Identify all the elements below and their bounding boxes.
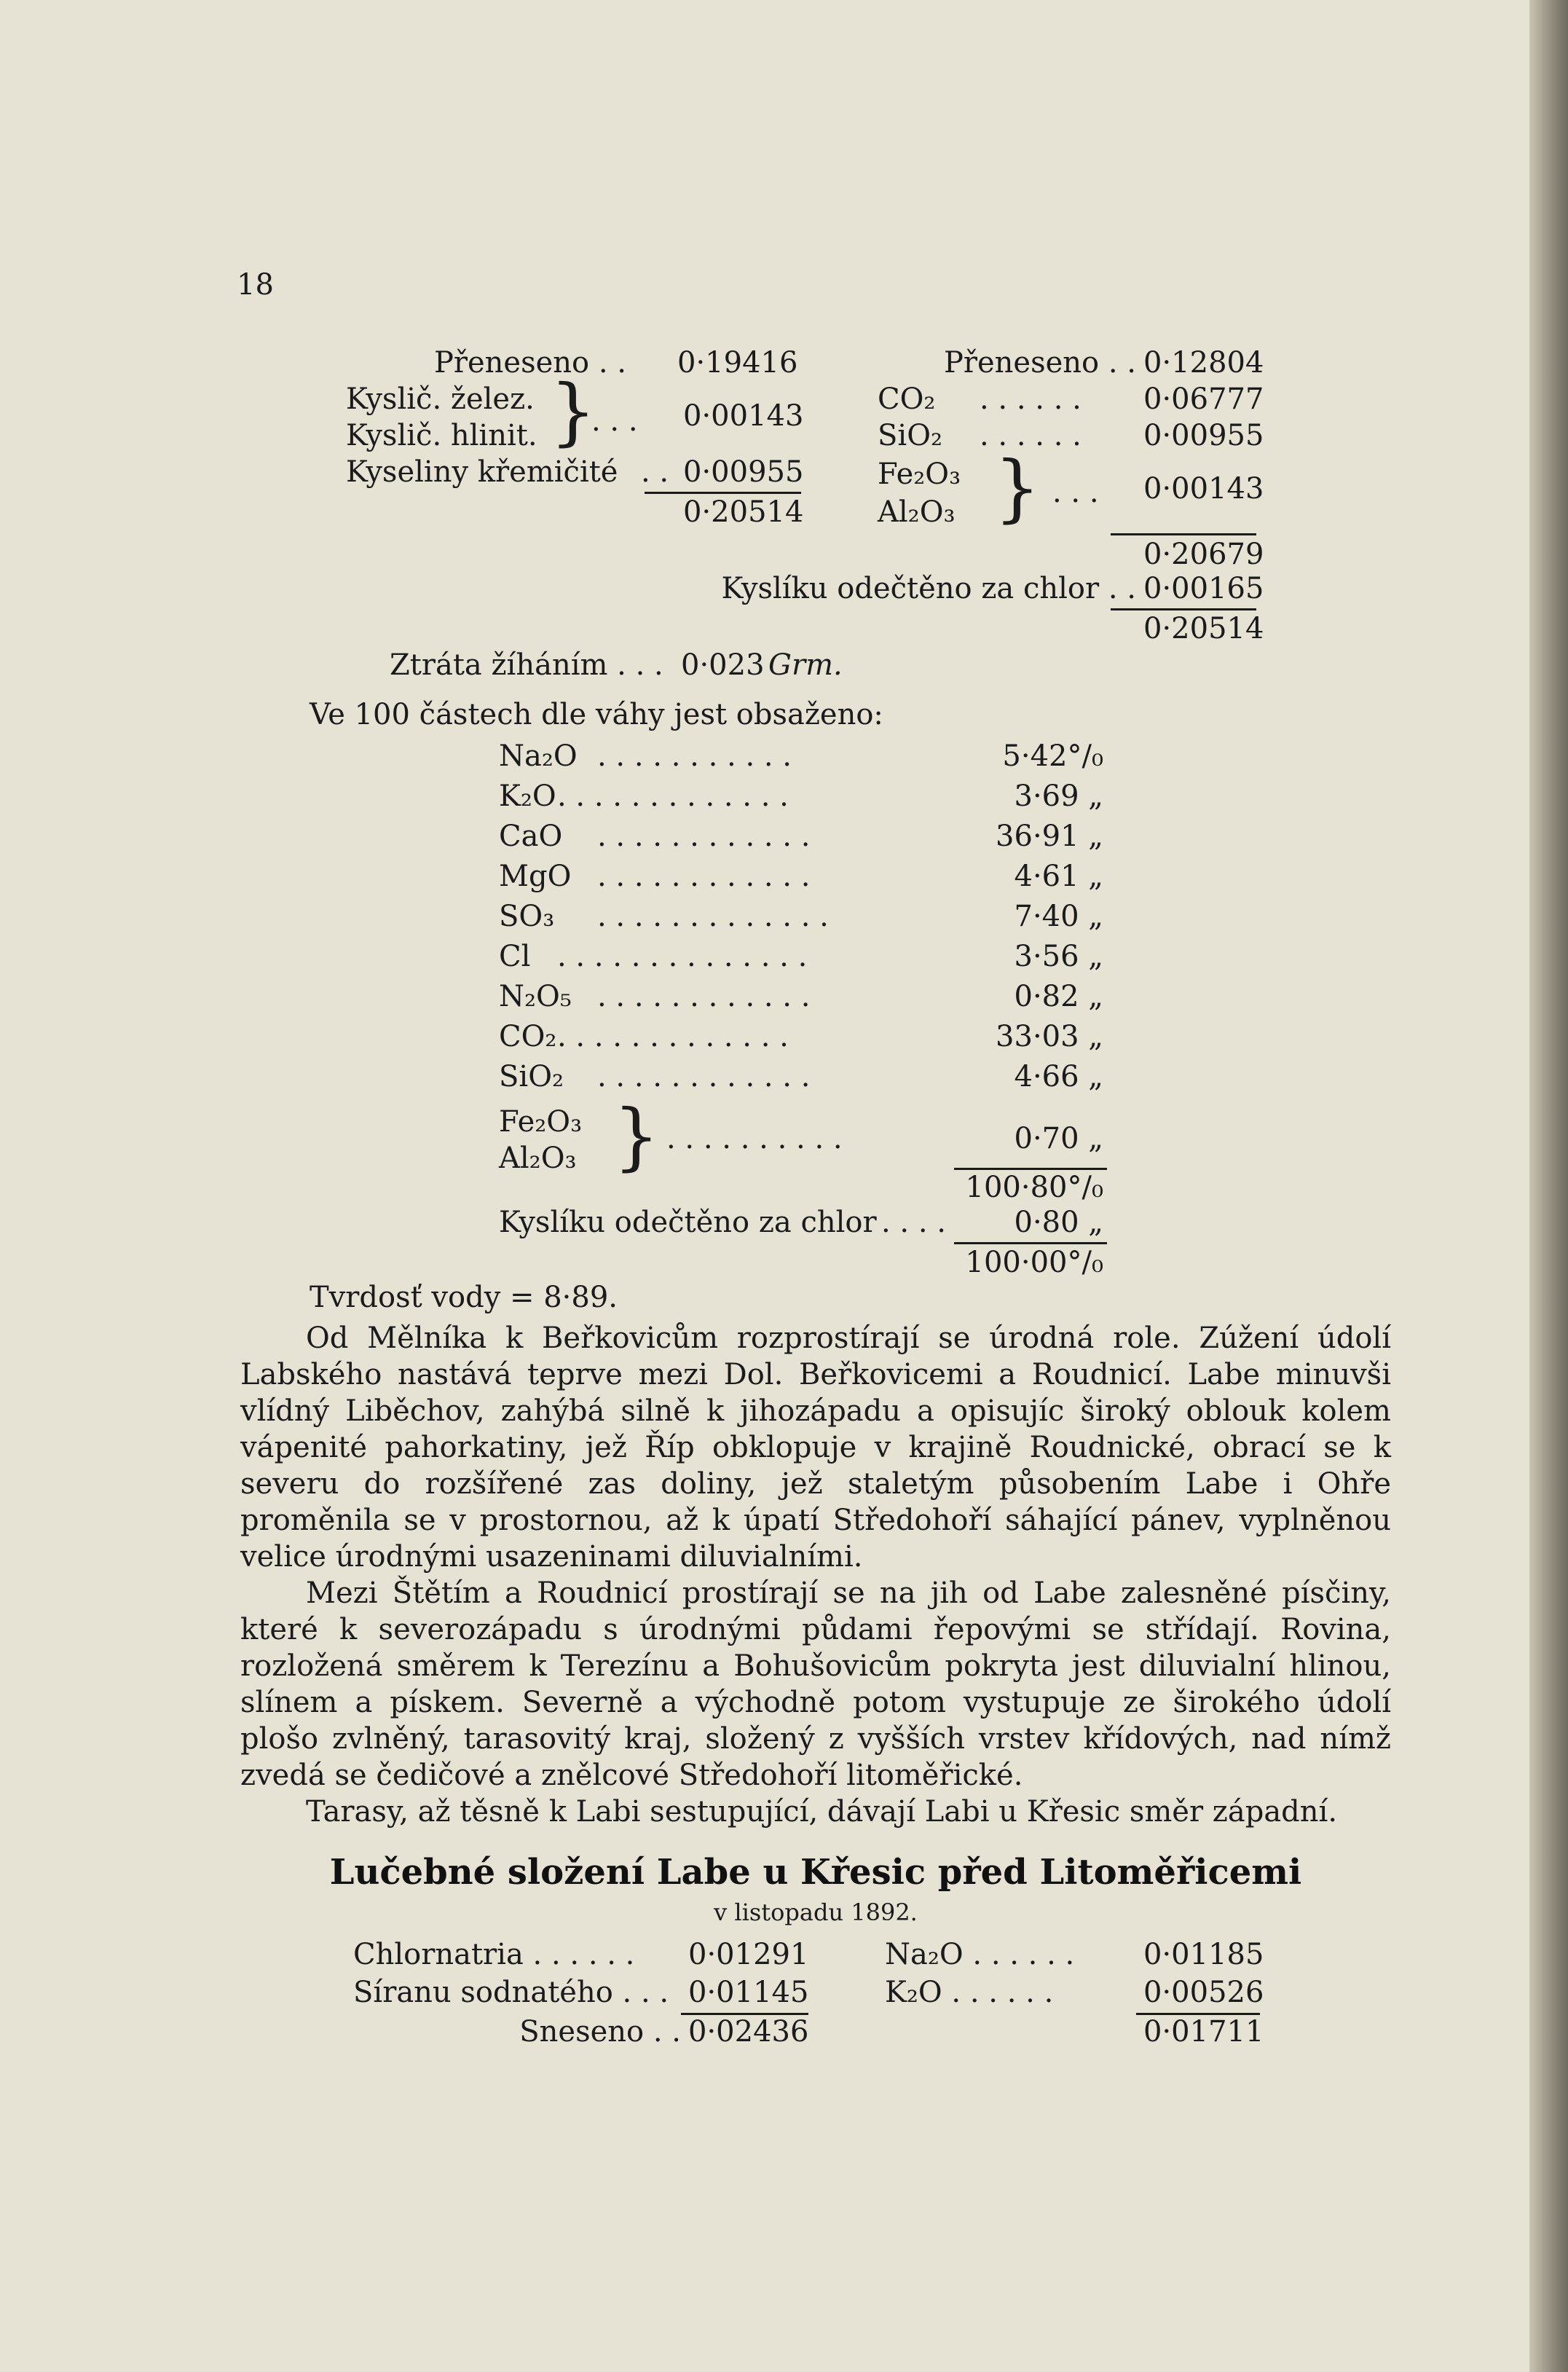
percent-value: 3·56 „ — [1014, 940, 1103, 973]
ledger-right-total: 0·20514 — [1143, 612, 1264, 645]
leader-dots: . . . . . . . . . . . . . — [557, 1020, 789, 1053]
compound-name: CaO — [499, 820, 563, 853]
sulfate-label: Síranu sodnatého . . . — [353, 1976, 669, 2009]
leader-dots: . . . . . . . . . . . . — [597, 860, 811, 893]
leader-dots: . . . . . . . . . . . — [597, 739, 792, 773]
chlor-label: Kyslíku odečtěno za chlor — [499, 1206, 877, 1239]
sum-rule — [954, 1168, 1107, 1170]
leader-dots: . . . . . . . . . . . . . — [597, 900, 829, 933]
k2o-value: 0·00526 — [1143, 1976, 1264, 2009]
compound-name: MgO — [499, 860, 572, 893]
feal-dots: . . . . . . . . . . — [666, 1122, 843, 1155]
leader-dots: . . . . . . . . . . . . . . — [557, 940, 808, 973]
fe-label: Fe₂O₃ — [499, 1105, 583, 1139]
sneseno-label: Sneseno . . — [519, 2015, 681, 2049]
brace-icon: } — [613, 1093, 660, 1179]
sum-rule — [1111, 608, 1256, 610]
percent-value: 4·61 „ — [1014, 860, 1103, 893]
iron-alum-value: 0·00143 — [683, 399, 804, 433]
ledger-left-total: 0·20514 — [683, 495, 804, 529]
sum-rule — [1111, 533, 1256, 535]
paragraph-2: Mezi Štětím a Roudnicí prostírají se na jih od Labe zalesněné písčiny, které k severozápadu s úrodnými půdami řepovými se střídají. Rovina, rozložená směrem k Terezínu a Bohušovicům pokryta jest diluvialní hlinou, slínem a pískem. Severně a východně potom vystupuje ze širokého údolí plošo zvlněný, tarasovitý kraj, složený z vyšších vrstev křídových, nad nímž zvedá se čedičové a znělcové Středohoří litoměřické. — [240, 1576, 1391, 1792]
sneseno-value: 0·02436 — [688, 2015, 809, 2049]
hardness: Tvrdosť vody = 8·89. — [310, 1281, 618, 1314]
compound-name: SiO₂ — [499, 1060, 564, 1093]
al-label: Al₂O₃ — [878, 495, 956, 529]
section-subtitle: v listopadu 1892. — [714, 1898, 918, 1926]
chlor-dots: . . . . — [881, 1206, 947, 1239]
leader-dots: . . . . . . . . . . . . — [597, 980, 811, 1013]
compound-name: N₂O₅ — [499, 980, 572, 1013]
fe-label: Fe₂O₃ — [878, 457, 961, 491]
iron-label: Kyslič. želez. — [346, 382, 535, 416]
percent-value: 4·66 „ — [1014, 1060, 1103, 1093]
chlornatria-label: Chlornatria . . . . . . — [353, 1938, 635, 1971]
carried-value: 0·12804 — [1143, 346, 1264, 380]
percent-value: 33·03 „ — [996, 1020, 1103, 1053]
compound-name: Cl — [499, 940, 531, 973]
sio2-dots: . . . . . . — [980, 419, 1082, 452]
ignition-loss-unit: Grm. — [768, 648, 843, 682]
leader-dots: . . . . . . . . . . . . . — [557, 779, 789, 813]
leader-dots: . . . . . . . . . . . . — [597, 1060, 811, 1093]
subtotal: 0·20679 — [1143, 538, 1264, 571]
feal-value: 0·70 „ — [1014, 1122, 1103, 1155]
chlor-value: 0·00165 — [1143, 572, 1264, 605]
compound-name: SO₃ — [499, 900, 555, 933]
section-title: Lučebné složení Labe u Křesic před Litoměřicemi — [329, 1852, 1302, 1893]
silicic-dots: . . — [641, 455, 669, 489]
k2o-label: K₂O . . . . . . — [885, 1976, 1054, 2009]
brace-icon: } — [994, 445, 1041, 530]
percent-value: 5·42°/₀ — [1002, 739, 1103, 773]
percent-heading: Ve 100 částech dle váhy jest obsaženo: — [310, 698, 883, 731]
feal-value: 0·00143 — [1143, 472, 1264, 506]
chlor-label: Kyslíku odečtěno za chlor . . — [721, 572, 1136, 605]
page-number: 18 — [237, 268, 274, 302]
compound-name: K₂O — [499, 779, 556, 813]
iron-alum-dots: . . . — [591, 404, 638, 438]
al-label: Al₂O₃ — [499, 1142, 577, 1175]
feal-dots: . . . — [1052, 476, 1099, 509]
sio2-label: SiO₂ — [878, 419, 943, 452]
percent-value: 36·91 „ — [996, 820, 1103, 853]
chlor-value: 0·80 „ — [1014, 1206, 1103, 1239]
co2-value: 0·06777 — [1143, 382, 1264, 416]
carried-label: Přeneseno . . — [433, 346, 626, 380]
ledger2-right-total: 0·01711 — [1143, 2015, 1264, 2049]
silicic-label: Kyseliny křemičité — [346, 455, 618, 489]
percent-value: 0·82 „ — [1014, 980, 1103, 1013]
sulfate-value: 0·01145 — [688, 1976, 809, 2009]
paragraph-1: Od Mělníka k Beřkovicům rozprostírají se úrodná role. Zúžení údolí Labského nastává teprve mezi Dol. Beřkovicemi a Roudnicí. Labe minuvši vlídný Liběchov, zahýbá silně k jihozápadu a opisujíc široký oblouk kolem vápenité pahorkatiny, jež Říp obklopuje v krajině Roudnické, obrací se k severu do rozšířené zas doliny, jež staletým působením Labe i Ohře proměnila se v prostornou, až k úpatí Středohoří sáhající pánev, vyplněnou velice úrodnými usazeninami diluvialními. — [240, 1322, 1391, 1574]
carried-value: 0·19416 — [677, 346, 798, 380]
compound-name: Na₂O — [499, 739, 578, 773]
na2o-value: 0·01185 — [1143, 1938, 1264, 1971]
brace-icon: } — [550, 369, 596, 454]
percent-subtotal: 100·80°/₀ — [965, 1171, 1103, 1204]
chlornatria-value: 0·01291 — [688, 1938, 809, 1971]
sum-rule — [954, 1242, 1107, 1244]
page-edge — [1529, 0, 1568, 2372]
paragraph-3: Tarasy, až těsně k Labi sestupující, dávají Labi u Křesic směr západní. — [306, 1795, 1338, 1829]
ignition-loss-value: 0·023 — [681, 648, 765, 682]
sio2-value: 0·00955 — [1143, 419, 1264, 452]
percent-value: 7·40 „ — [1014, 900, 1103, 933]
leader-dots: . . . . . . . . . . . . — [597, 820, 811, 853]
co2-dots: . . . . . . — [980, 382, 1082, 416]
percent-value: 3·69 „ — [1014, 779, 1103, 813]
compound-name: CO₂ — [499, 1020, 557, 1053]
co2-label: CO₂ — [878, 382, 936, 416]
ignition-loss-label: Ztráta žíháním . . . — [390, 648, 663, 682]
na2o-label: Na₂O . . . . . . — [885, 1938, 1075, 1971]
silicic-value: 0·00955 — [683, 455, 804, 489]
percent-total: 100·00°/₀ — [965, 1246, 1103, 1279]
alum-label: Kyslič. hlinit. — [346, 419, 537, 452]
sum-rule — [645, 492, 801, 494]
carried-label: Přeneseno . . — [943, 346, 1136, 380]
